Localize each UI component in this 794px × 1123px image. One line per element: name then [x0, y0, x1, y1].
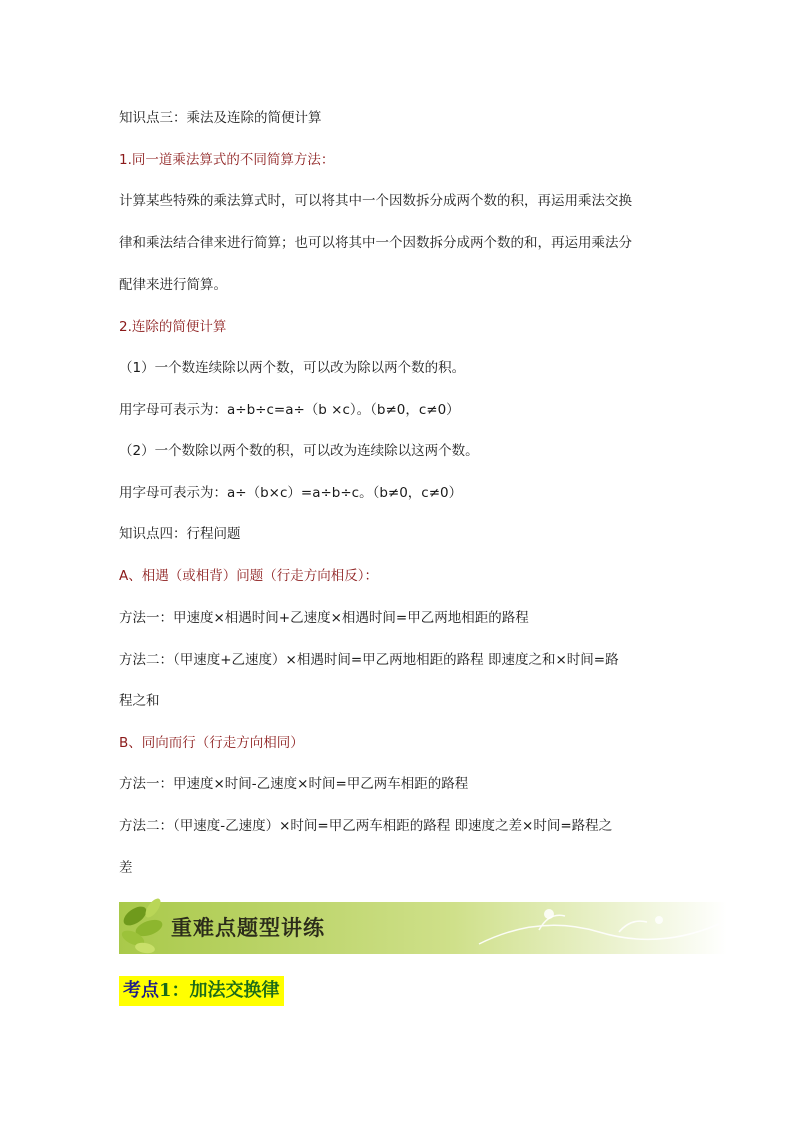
- kaodian-prefix: 考点: [123, 980, 159, 1001]
- line-5: 2.连除的简便计算: [119, 319, 227, 335]
- line-9: 用字母可表示为：a÷（b×c）=a÷b÷c。（b≠0，c≠0）: [119, 485, 463, 501]
- flower-decoration: [544, 909, 554, 919]
- line-2: 计算某些特殊的乘法算式时，可以将其中一个因数拆分成两个数的积，再运用乘法交换: [119, 193, 632, 209]
- line-10: 知识点四：行程问题: [119, 526, 241, 542]
- line-12: 方法一：甲速度×相遇时间+乙速度×相遇时间=甲乙两地相距的路程: [119, 610, 529, 626]
- kaodian-heading: [119, 976, 284, 1006]
- kaodian-title: 1：加法交换律: [159, 980, 280, 1001]
- line-16: 方法一：甲速度×时间-乙速度×时间=甲乙两车相距的路程: [119, 776, 469, 792]
- line-15: B、同向而行（行走方向相同）: [119, 735, 304, 751]
- line-3: 律和乘法结合律来进行简算；也可以将其中一个因数拆分成两个数的和，再运用乘法分: [119, 235, 632, 251]
- line-7: 用字母可表示为：a÷b÷c=a÷（b ×c）。（b≠0，c≠0）: [119, 402, 460, 418]
- line-4: 配律来进行简算。: [119, 277, 227, 293]
- line-6: （1）一个数连续除以两个数，可以改为除以两个数的积。: [119, 360, 466, 376]
- banner-title: 重难点题型讲练: [171, 916, 325, 940]
- line-8: （2）一个数除以两个数的积，可以改为连续除以这两个数。: [119, 443, 479, 459]
- line-17: 方法二：（甲速度-乙速度）×时间=甲乙两车相距的路程 即速度之差×时间=路程之: [119, 818, 613, 834]
- section-banner: [119, 894, 727, 960]
- line-14: 程之和: [119, 693, 160, 709]
- line-11: A、相遇（或相背）问题（行走方向相反）：: [119, 568, 378, 584]
- line-18: 差: [119, 860, 133, 876]
- line-1: 1.同一道乘法算式的不同简算方法：: [119, 152, 335, 168]
- line-13: 方法二：（甲速度+乙速度）×相遇时间=甲乙两地相距的路程 即速度之和×时间=路: [119, 652, 619, 668]
- line-0: 知识点三：乘法及连除的简便计算: [119, 110, 322, 126]
